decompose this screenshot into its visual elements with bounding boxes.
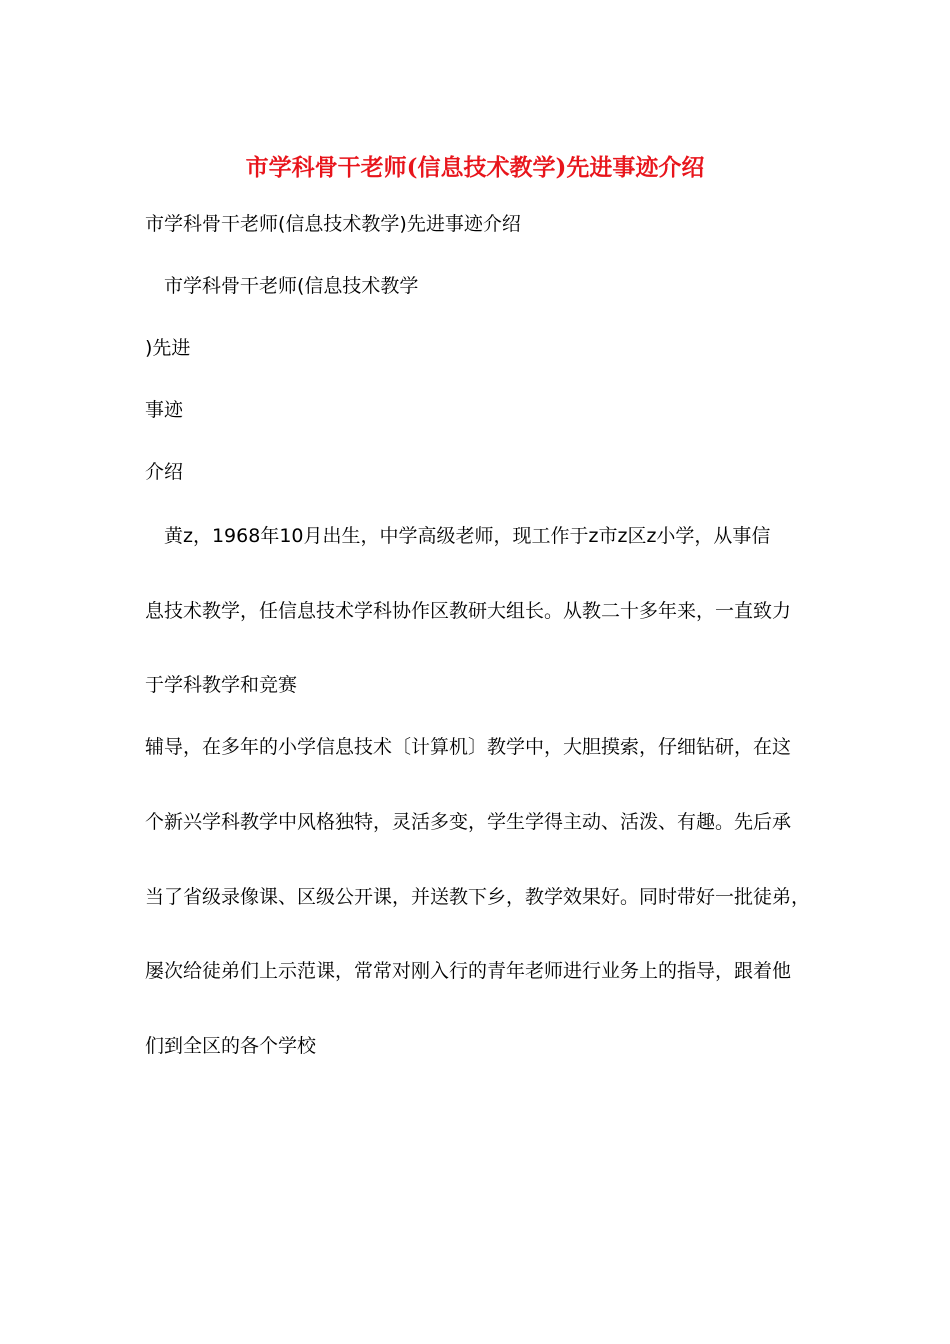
text-line-heading-part-1: 市学科骨干老师(信息技术教学 xyxy=(145,275,419,297)
paragraph-line-6: 当了省级录像课、区级公开课，并送教下乡，教学效果好。同时带好一批徒弟， xyxy=(145,886,811,908)
document-title: 市学科骨干老师(信息技术教学)先进事迹介绍 xyxy=(245,154,705,181)
text-line-heading-part-4: 介绍 xyxy=(145,461,184,483)
paragraph-line-3: 于学科教学和竞赛 xyxy=(145,674,298,696)
text-line-heading-part-3: 事迹 xyxy=(145,399,184,421)
text-line-subtitle: 市学科骨干老师(信息技术教学)先进事迹介绍 xyxy=(145,213,521,235)
paragraph-line-2: 息技术教学，任信息技术学科协作区教研大组长。从教二十多年来，一直致力 xyxy=(145,600,792,622)
paragraph-line-8: 们到全区的各个学校 xyxy=(145,1035,317,1057)
paragraph-line-4: 辅导，在多年的小学信息技术〔计算机〕教学中，大胆摸索，仔细钻研，在这 xyxy=(145,736,792,758)
paragraph-line-5: 个新兴学科教学中风格独特，灵活多变，学生学得主动、活泼、有趣。先后承 xyxy=(145,811,792,833)
text-line-heading-part-2: )先进 xyxy=(145,337,191,359)
paragraph-line-1: 黄z，1968年10月出生，中学高级老师，现工作于z市z区z小学，从事信 xyxy=(145,525,771,547)
paragraph-line-7: 屡次给徒弟们上示范课，常常对刚入行的青年老师进行业务上的指导，跟着他 xyxy=(145,960,792,982)
